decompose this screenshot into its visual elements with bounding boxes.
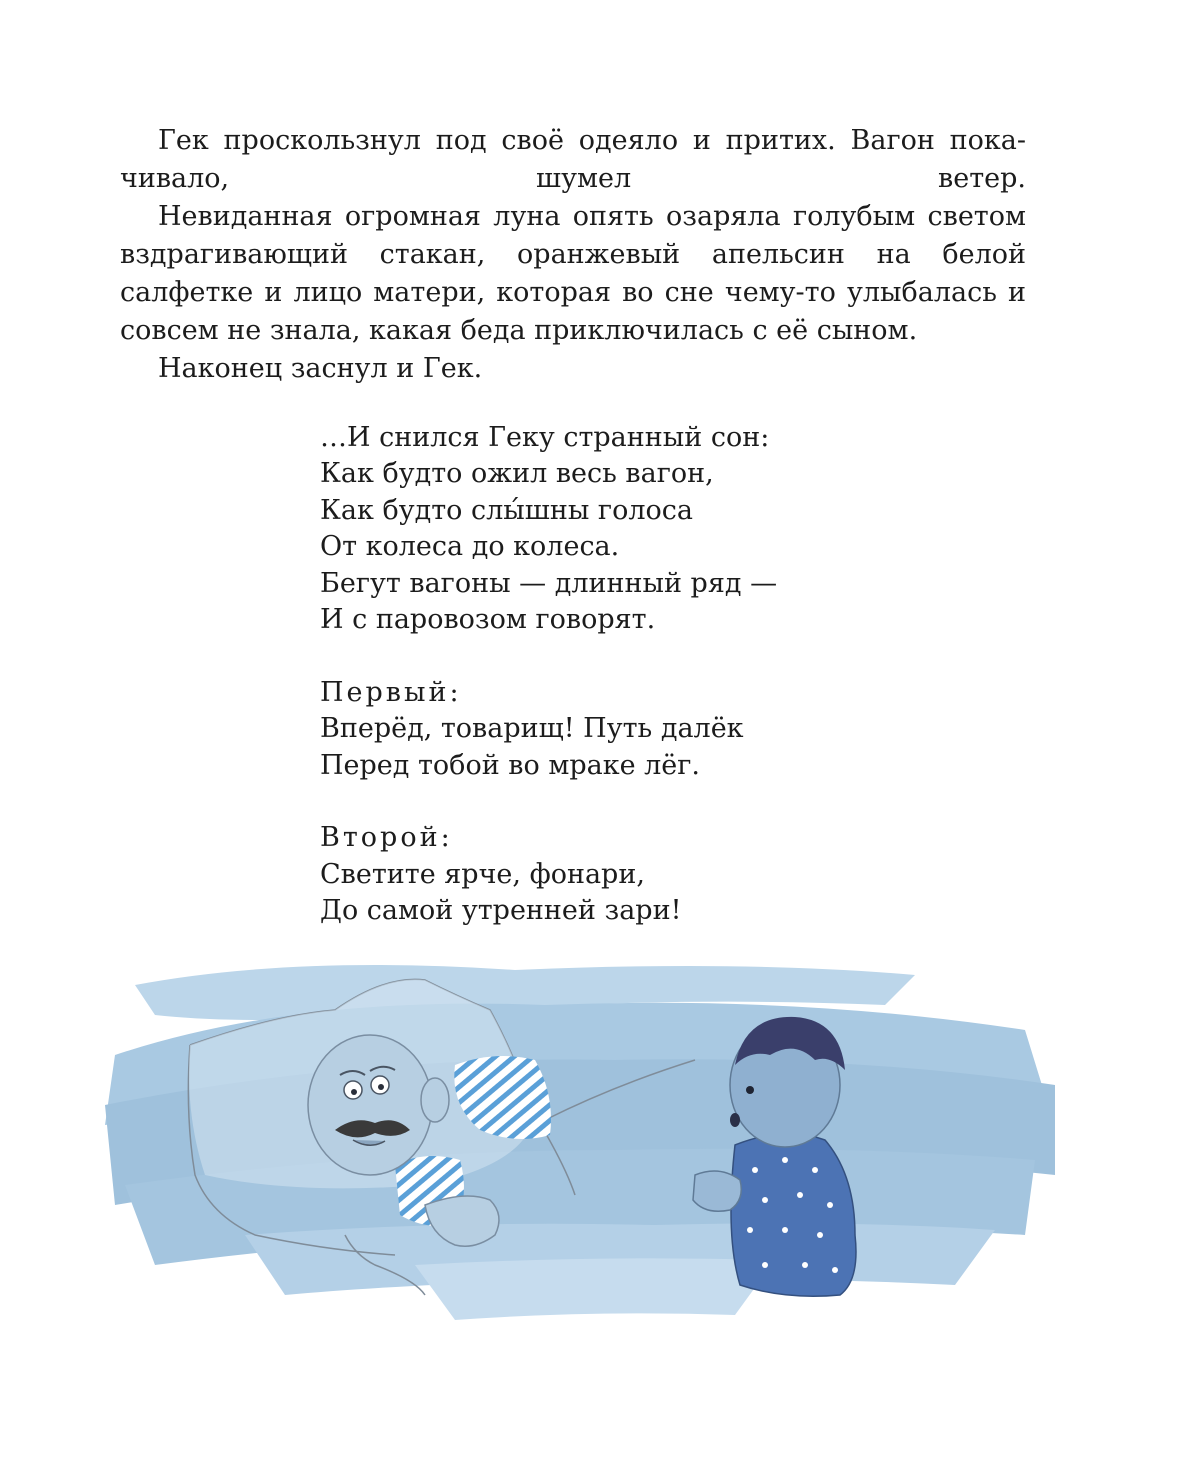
verse-line: Как будто ожил весь вагон, — [320, 458, 714, 490]
verse-line: Как будто слы́шны голоса — [320, 494, 693, 526]
paragraph-2: Невиданная огромная луна опять озаряла голубым светом вздрагивающий стакан, оранжевый апельсин на белой салфетке и лицо матери, которая во сне чему-то улыбалась и совсем не знала, какая беда приключилась с её сыном. — [120, 201, 1026, 346]
speaker-second: Второй: — [320, 822, 453, 854]
verse-line: От колеса до колеса. — [320, 531, 620, 563]
verse-line: Бегут вагоны — длинный ряд — — [320, 567, 778, 599]
paragraph-1: Гек проскользнул под своё одеяло и притих. Вагон покачивало, шумел ветер. — [120, 125, 1026, 194]
verse-line: …И снился Геку странный сон: — [320, 422, 770, 453]
boy-hands — [693, 1171, 741, 1211]
stanza-gap — [320, 784, 880, 820]
illustration-sleeping-man-and-boy — [95, 935, 1065, 1325]
verse-line: До самой утренней зари! — [320, 895, 682, 927]
boy-eye — [746, 1086, 754, 1094]
verse-line: Вперёд, товарищ! Путь далёк — [320, 713, 744, 745]
verse-line: Перед тобой во мраке лёг. — [320, 749, 700, 781]
verse-line: Светите ярче, фонари, — [320, 858, 645, 890]
verse-line: И с паровозом говорят. — [320, 604, 656, 636]
stanza-gap — [320, 638, 880, 674]
speaker-first: Первый: — [320, 676, 462, 708]
poem — [320, 420, 880, 930]
paragraph-3: Наконец заснул и Гек. — [158, 353, 483, 384]
prose-block — [120, 122, 1026, 388]
boy-mouth — [730, 1113, 740, 1127]
